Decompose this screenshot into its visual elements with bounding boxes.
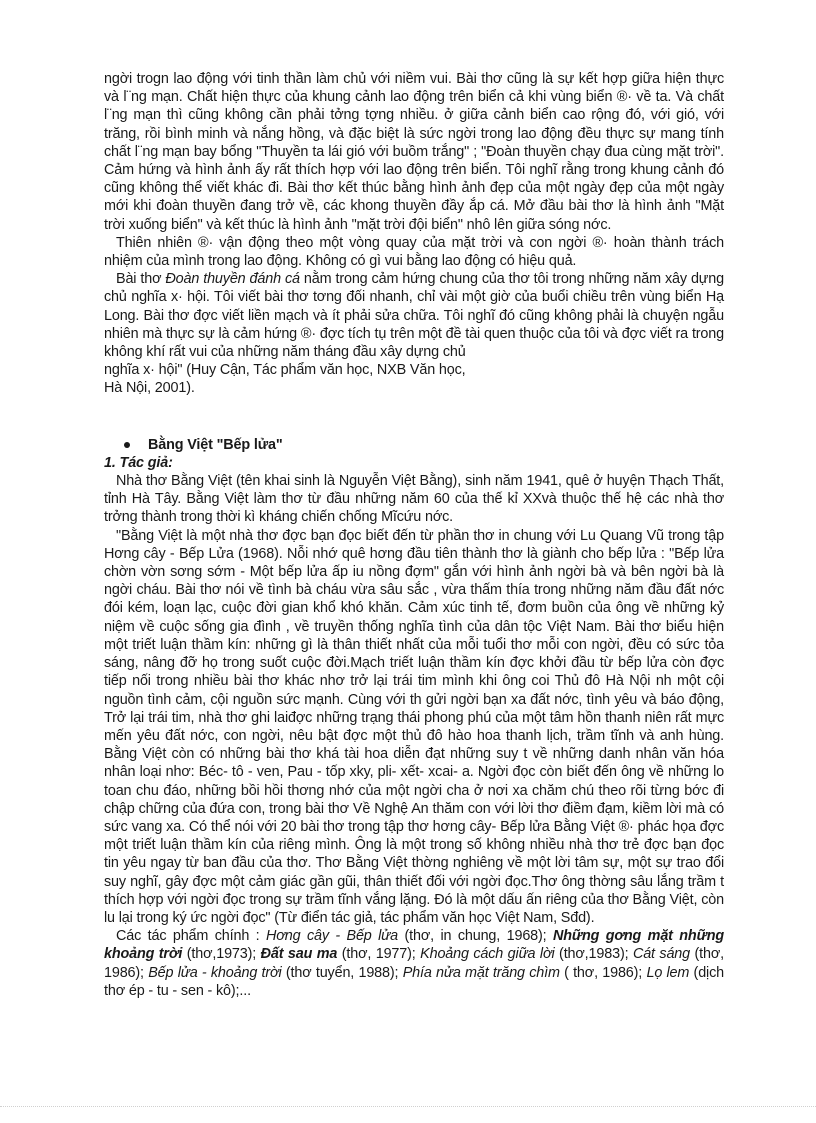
paragraph: Hà Nội, 2001). xyxy=(104,380,195,397)
section-heading: 1. Tác giả: xyxy=(104,454,173,471)
document-page xyxy=(104,70,724,1000)
paragraph: ngời trogn lao động với tinh thần làm chủ với niềm vui. Bài thơ cũng là sự kết hợp giữa hiện thực và l¨ng mạn. Chất hiện thực của khung cảnh lao động trên biển cả khi vùng biển ®· về ta. Và chất l¨ng mạn thì cũng không cần phải tởng tợng nhiều. ở giữa cảnh biển cao rộng đó, với gió, với trăng, rồi bình minh và nắng hồng, và đặc biệt là sức ngời trong lao động đều thực sự mang tính chất l¨ng mạn bay bổng "Thuyền ta lái gió với buồm trắng" ; "Đoàn thuyền chạy đua cùng mặt trời". Cảm hứng và hình ảnh ấy rất thích hợp với lao động trên biển. Tôi nghĩ rằng trong khung cảnh đó cũng không thể viết khác đi. Bài thơ kết thúc bằng hình ảnh đẹp của một ngày đẹp của một ngày mới khi đoàn thuyền đang trở về, các khong thuyền đầy ắp cá. Mở đầu bài thơ là hình ảnh "Mặt trời xuống biển" và kết thúc là hình ảnh "mặt trời đội biển" nhô lên giữa sóng nớc. xyxy=(104,71,724,233)
bullet-icon xyxy=(124,442,130,448)
bullet-heading: Bằng Việt "Bếp lửa" xyxy=(104,436,724,454)
paragraph: Bài thơ Đoàn thuyền đánh cá nằm trong cảm hứng chung của thơ tôi trong những năm xây dựng chủ nghĩa x· hội. Tôi viết bài thơ tơng đối nhanh, chỉ vài một giờ của buổi chiều trên vùng biển Hạ Long. Bài thơ đợc viết liền mạch và ít phải sửa chữa. Tôi nghĩ đó cũng không phải là chuyện ngẫu nhiên mà thực sự là cảm hứng ®· đợc tích tụ trên một đề tài quen thuộc của tôi và đợc viết ra trong không khí rất vui của những năm tháng đầu xây dựng chủ xyxy=(104,271,724,361)
paragraph: Thiên nhiên ®· vận động theo một vòng quay của mặt trời và con ngời ®· hoàn thành trách nhiệm của mình trong lao động. Không có gì vui bằng lao động có hiệu quả. xyxy=(104,234,724,270)
paragraph: "Bằng Việt là một nhà thơ đợc bạn đọc biết đến từ phần thơ in chung với Lu Quang Vũ trong tập Hơng cây - Bếp Lửa (1968). Nỗi nhớ quê hơng đầu tiên thành thơ là giành cho bếp lửa : "Bếp lửa chờn vờn sơng sớm - Một bếp lửa ấp iu nồng đợm" gắn với hình ảnh ngời bà và bên ngời bà là ngời cháu. Bài thơ nói về tình bà cháu vừa sâu sắc , vừa thấm thía trong những năm đầu đất nớc đói kém, loạn lạc, cuộc đời gian khổ khó khăn. Cảm xúc tinh tế, đơm buồn của ông về những kỷ niệm về cuộc sống gia đình , về truyền thống nghĩa tình của dân tộc Việt Nam. Bài thơ biểu hiện một triết luận thầm kín: những gì là thân thiết nhất của mỗi tuổi thơ mỗi con ngời, đều có sức tỏa sáng, nâng đỡ họ trong suốt cuộc đời.Mạch triết luận thầm kín đợc khởi đầu từ bếp lửa còn đợc tiếp nối trong nhiều bài thơ khác nhơ trở lại trái tim mình khi ông coi Thủ đô Hà Nội nh một cội nguồn tình cảm, cội nguồn sức mạnh. Cùng với th gửi ngời bạn xa đất nớc, tình yêu và báo động, Trở lại trái tim, nhà thơ ghi laiđợc những trạng thái phong phú của một tâm hồn thanh niên rất mực mến yêu đất nớc, con ngời, nêu bật đợc một thủ đô hào hoa thanh lịch, trầm tĩnh và anh hùng. Bằng Việt còn có những bài thơ khá tài hoa diễn đạt những suy t về những danh nhân văn hóa nhân loại nhơ: Béc- tô - ven, Pau - tốp xky, pli- xết- xcai- a. Ngời đọc còn biết đến ông về những lo toan chu đáo, những bồi hồi thơng nhớ của một ngời cha ở nơi xa chăm chú theo rõi từng bớc đi chập chững của đứa con, trong bài thơ Về Nghệ An thăm con với lời thơ điềm đạm, kiềm lời mà có sức vang xa. Có thể nói với 20 bài thơ trong tập thơ hơng cây- Bếp lửa Bằng Việt ®· phác họa đợc một triết luận thầm kín của riêng mình. Ông là một trong số không nhiều nhà thơ trẻ đợc bạn đọc tin yêu ngay từ ban đầu của thơ. Thơ Bằng Việt thờng nghiêng về một lời tâm sự, một sự trao đổi suy nghĩ, gây đợc một cảm giác gần gũi, thân thiết đối với ngời đọc.Thơ ông thờng sâu lắng trầm t thích hợp với ngời đọc trong sự trầm tĩnh vắng lặng. Đó là một dấu ấn riêng của thơ Bằng Việt, còn lu lại trong ký ức ngời đọc" (Từ điển tác giả, tác phẩm văn học Việt Nam, Sđd). xyxy=(104,527,724,926)
page-bottom-rule xyxy=(0,1106,816,1107)
paragraph: Nhà thơ Bằng Việt (tên khai sinh là Nguyễn Việt Bằng), sinh năm 1941, quê ở huyện Thạch Thất, tỉnh Hà Tây. Bằng Việt làm thơ từ đầu những năm 60 của thế kỉ XXvà thuộc thế hệ các nhà thơ trởng thành trong thời kì kháng chiến chống Mĩcứu nớc. xyxy=(104,473,724,526)
poem-title: Đoàn thuyền đánh cá xyxy=(165,271,300,288)
paragraph: nghĩa x· hội" (Huy Cận, Tác phẩm văn học, NXB Văn học, xyxy=(104,362,466,379)
works-list: Các tác phẩm chính : Hơng cây - Bếp lửa (thơ, in chung, 1968); Những gơng mặt những khoảng trời (thơ,1973); Đất sau ma (thơ, 1977); Khoảng cách giữa lời (thơ,1983); Cát sáng (thơ, 1986); Bếp lửa - khoảng trời (thơ tuyển, 1988); Phía nửa mặt trăng chìm ( thơ, 1986); Lọ lem (dịch thơ ép - tu - sen - kô);... xyxy=(104,928,724,999)
